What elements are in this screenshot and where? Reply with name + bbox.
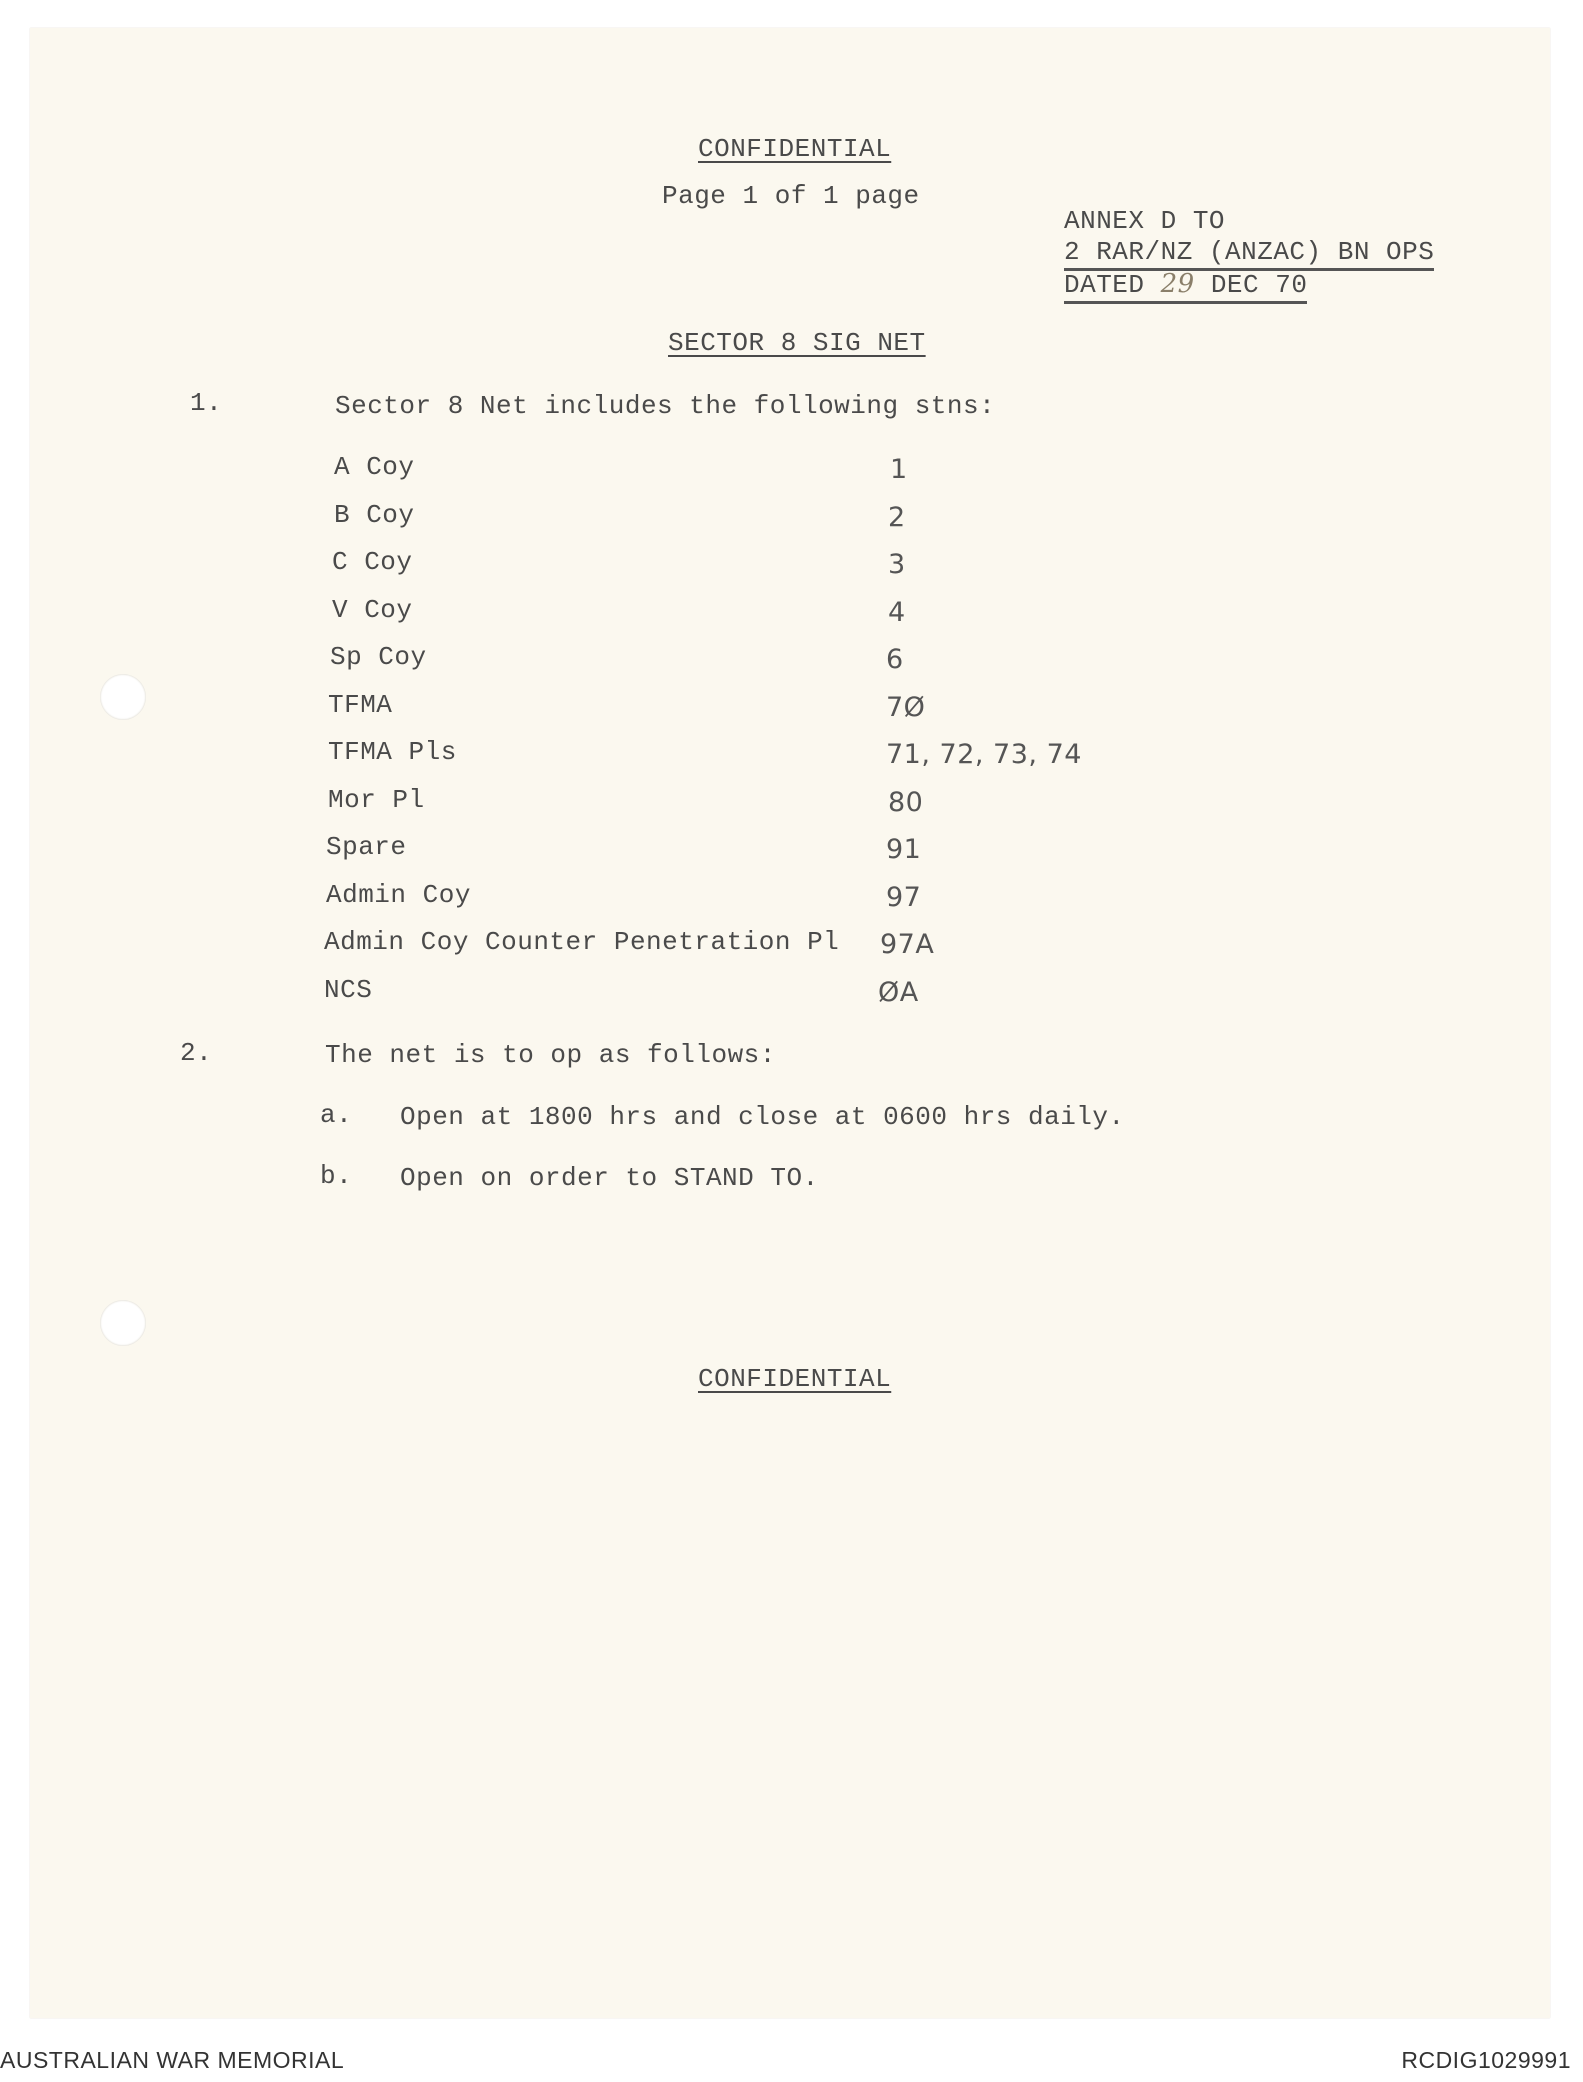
annex-dated-label: DATED (1064, 270, 1145, 300)
station-name: Admin Coy Counter Penetration Pl (324, 927, 840, 957)
item-a-text: Open at 1800 hrs and close at 0600 hrs daily. (400, 1102, 1125, 1132)
station-code: 4 (888, 597, 906, 628)
footer-record-id: RCDIG1029991 (1401, 2047, 1571, 2073)
annex-dated-suffix: DEC 70 (1210, 270, 1308, 300)
handwritten-day: 29 (1160, 269, 1195, 299)
classification-top: CONFIDENTIAL (698, 134, 892, 164)
station-code: 91 (886, 834, 922, 865)
station-name: TFMA (328, 690, 393, 720)
station-name: Mor Pl (328, 785, 425, 815)
annex-line-2: 2 RAR/NZ (ANZAC) BN OPS (1064, 237, 1434, 271)
station-code: 97 (886, 882, 922, 913)
para-1-number: 1. (190, 388, 223, 418)
station-name: A Coy (334, 452, 415, 482)
station-code: 6 (886, 644, 904, 675)
para-2-number: 2. (180, 1038, 213, 1068)
item-b-text: Open on order to STAND TO. (400, 1163, 819, 1193)
punch-hole-bottom (100, 1300, 146, 1346)
station-code: 80 (888, 787, 924, 818)
footer-archive-name: AUSTRALIAN WAR MEMORIAL (0, 2047, 345, 2073)
station-name: TFMA Pls (328, 737, 457, 767)
annex-line-1: ANNEX D TO (1064, 206, 1226, 236)
item-a-letter: a. (320, 1100, 353, 1130)
station-name: Admin Coy (326, 880, 471, 910)
item-b-letter: b. (320, 1161, 353, 1191)
station-code: ØA (878, 977, 919, 1008)
punch-hole-top (100, 674, 146, 720)
annex-line-3 (1064, 269, 1307, 304)
station-code: 7Ø (886, 692, 926, 723)
para-1-text: Sector 8 Net includes the following stns: (335, 391, 996, 421)
station-name: B Coy (334, 500, 415, 530)
para-2-text: The net is to op as follows: (325, 1040, 776, 1070)
classification-bottom: CONFIDENTIAL (698, 1364, 892, 1394)
document-sheet (30, 28, 1550, 2018)
station-name: NCS (324, 975, 373, 1005)
station-code: 1 (890, 454, 908, 485)
document-title: SECTOR 8 SIG NET (668, 328, 926, 358)
station-name: Sp Coy (330, 642, 427, 672)
station-name: V Coy (332, 595, 413, 625)
station-code: 71, 72, 73, 74 (886, 739, 1082, 770)
station-code: 3 (888, 549, 906, 580)
station-name: Spare (326, 832, 407, 862)
station-code: 97A (880, 929, 935, 960)
page-info: Page 1 of 1 page (662, 181, 920, 211)
station-code: 2 (888, 502, 906, 533)
station-name: C Coy (332, 547, 413, 577)
